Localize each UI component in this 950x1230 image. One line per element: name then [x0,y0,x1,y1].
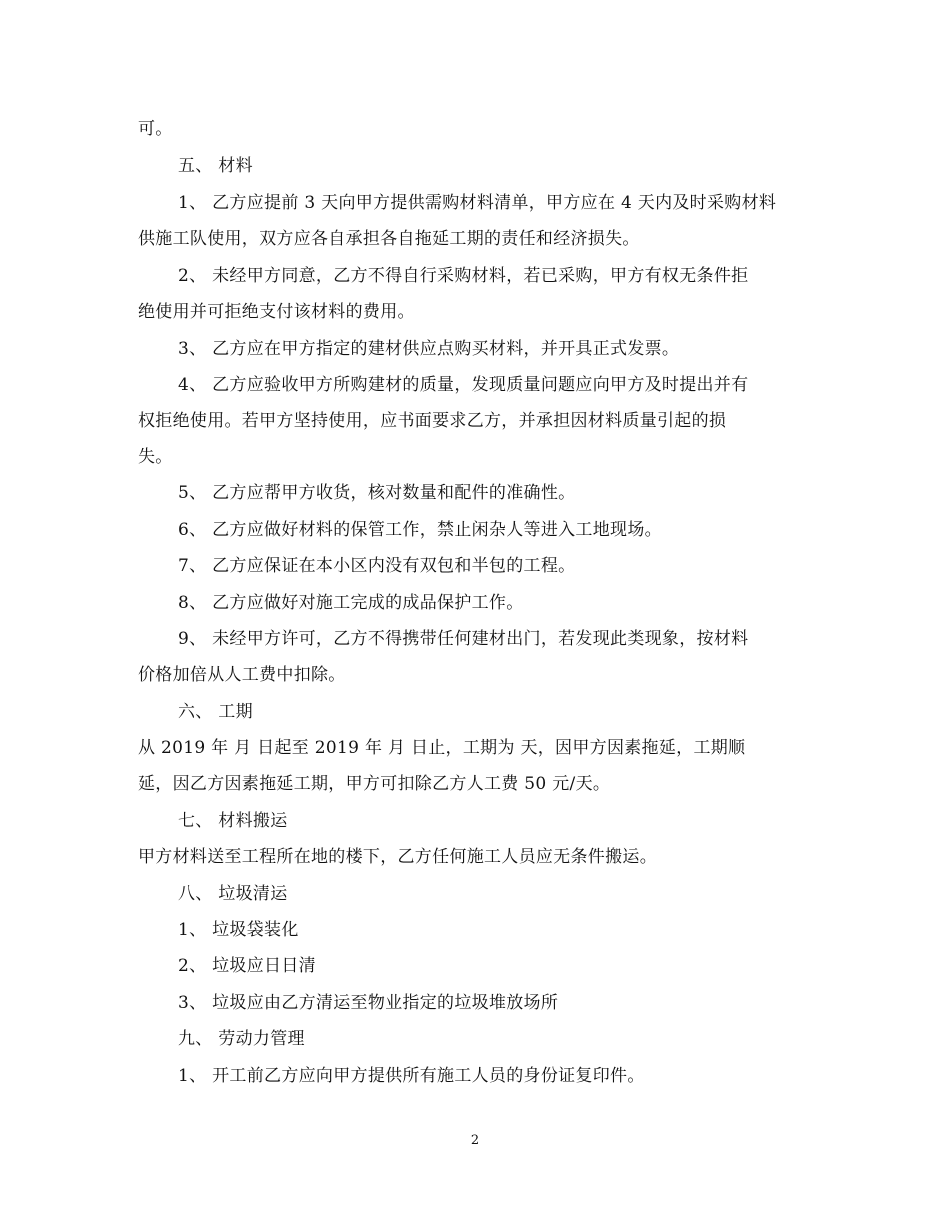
text-line: 3、 垃圾应由乙方清运至物业指定的垃圾堆放场所 [178,993,559,1013]
section-heading: 七、 材料搬运 [178,811,288,831]
text-line: 1、 开工前乙方应向甲方提供所有施工人员的身份证复印件。 [178,1066,645,1086]
section-heading: 五、 材料 [178,156,253,176]
section-heading: 九、 劳动力管理 [178,1029,305,1049]
text-line: 3、 乙方应在甲方指定的建材供应点购买材料，并开具正式发票。 [178,339,680,359]
section-heading: 八、 垃圾清运 [178,884,288,904]
text-line: 可。 [138,119,173,139]
text-line: 供施工队使用，双方应各自承担各自拖延工期的责任和经济损失。 [138,229,640,249]
text-line: 5、 乙方应帮甲方收货，核对数量和配件的准确性。 [178,483,576,503]
text-line: 7、 乙方应保证在本小区内没有双包和半包的工程。 [178,556,576,576]
text-line: 6、 乙方应做好材料的保管工作，禁止闲杂人等进入工地现场。 [178,520,662,540]
text-line: 绝使用并可拒绝支付该材料的费用。 [138,302,415,322]
text-line: 延，因乙方因素拖延工期，甲方可扣除乙方人工费 50 元/天。 [138,774,611,794]
text-line: 甲方材料送至工程所在地的楼下，乙方任何施工人员应无条件搬运。 [138,847,657,867]
page-number: 2 [470,1133,480,1148]
text-line: 1、 乙方应提前 3 天向甲方提供需购材料清单，甲方应在 4 天内及时采购材料 [178,193,777,213]
section-heading: 六、 工期 [178,702,253,722]
text-line: 8、 乙方应做好对施工完成的成品保护工作。 [178,593,524,613]
text-line: 价格加倍从人工费中扣除。 [138,665,346,685]
text-line: 从 2019 年 月 日起至 2019 年 月 日止，工期为 天，因甲方因素拖延，工期顺 [138,738,746,758]
text-line: 2、 未经甲方同意，乙方不得自行采购材料，若已采购，甲方有权无条件拒 [178,266,749,286]
text-line: 9、 未经甲方许可，乙方不得携带任何建材出门，若发现此类现象，按材料 [178,629,749,649]
text-line: 失。 [138,447,173,467]
text-line: 2、 垃圾应日日清 [178,956,316,976]
text-line: 权拒绝使用。若甲方坚持使用，应书面要求乙方，并承担因材料质量引起的损 [138,411,727,431]
text-line: 4、 乙方应验收甲方所购建材的质量，发现质量问题应向甲方及时提出并有 [178,375,749,395]
text-line: 1、 垃圾袋装化 [178,920,299,940]
